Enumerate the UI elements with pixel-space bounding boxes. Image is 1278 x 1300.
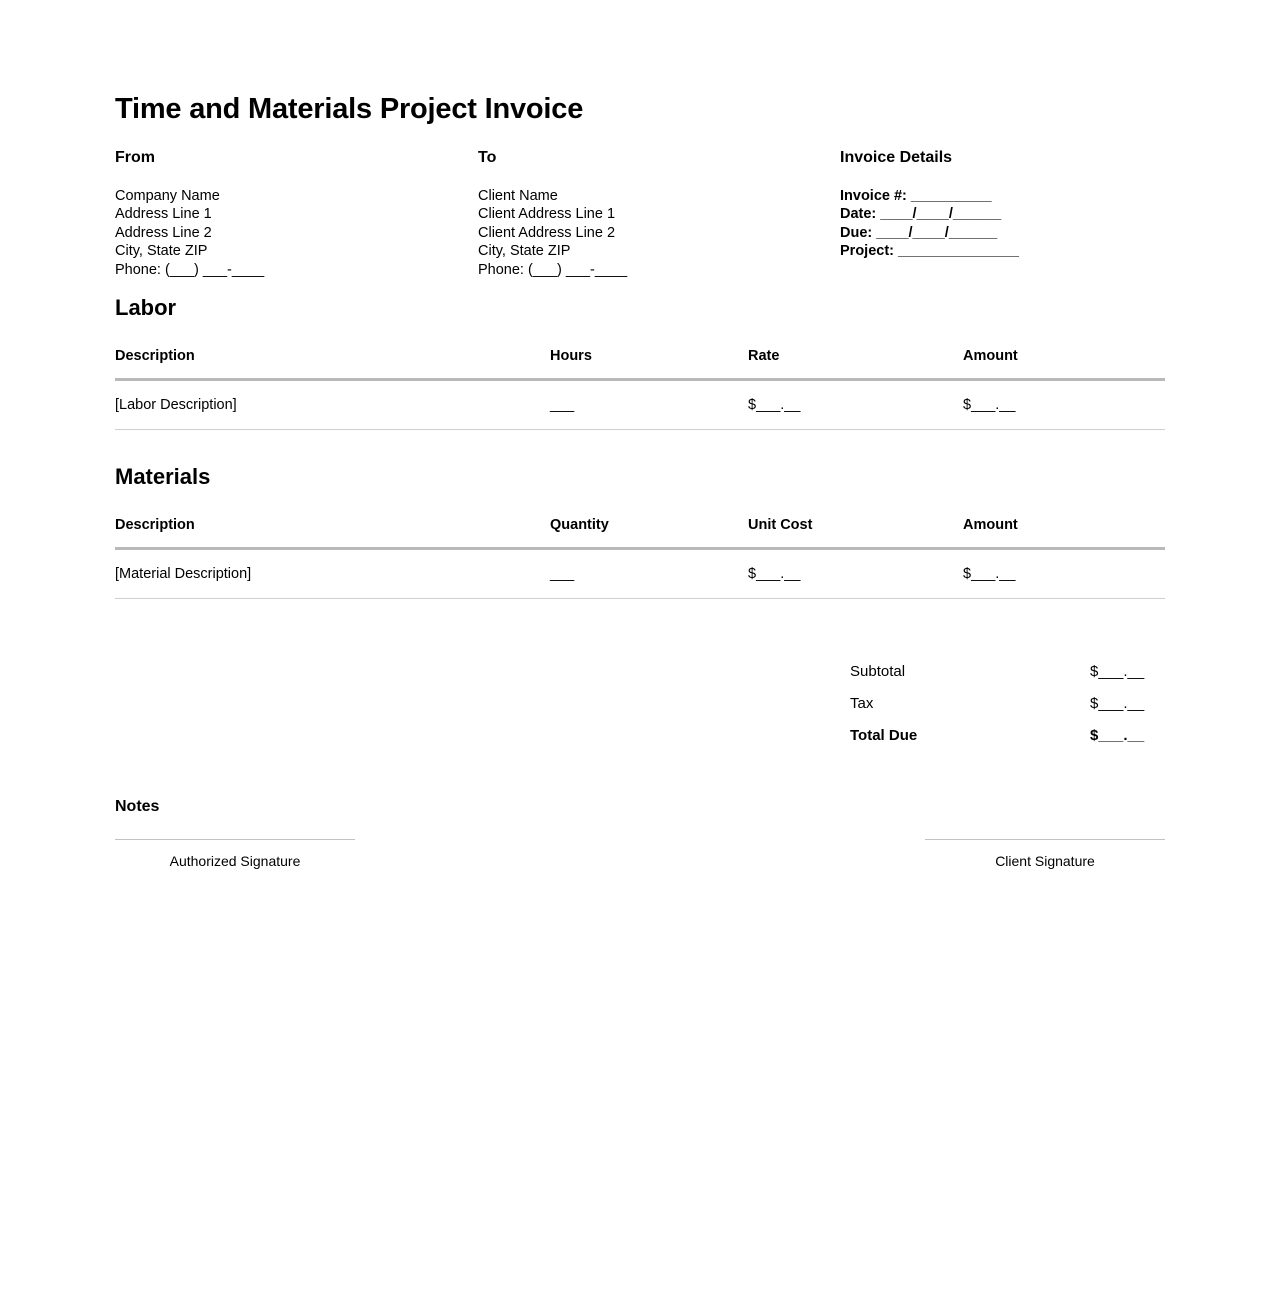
page-title: Time and Materials Project Invoice <box>115 93 584 125</box>
to-line: Client Name <box>478 188 558 204</box>
labor-row-description[interactable]: [Labor Description] <box>115 380 550 430</box>
labor-column-description: Description <box>115 347 550 380</box>
from-line: City, State ZIP <box>115 243 208 260</box>
from-line: Company Name <box>115 188 220 204</box>
client-signature-caption: Client Signature <box>995 853 1095 869</box>
authorized-signature-caption: Authorized Signature <box>169 853 301 869</box>
tax-row <box>850 688 1165 720</box>
client-signature-block <box>925 839 1165 870</box>
subtotal-label: Subtotal <box>850 663 906 680</box>
from-line: Address Line 2 <box>115 224 212 241</box>
totals-section <box>115 656 1165 752</box>
invoice-date-field[interactable]: Date: ____/____/______ <box>840 206 1002 223</box>
materials-column-description: Description <box>115 516 550 549</box>
notes-heading: Notes <box>115 798 160 815</box>
materials-row-amount[interactable]: $___.__ <box>963 549 1165 599</box>
totals-list <box>850 656 1165 752</box>
invoice-sheet <box>115 0 1165 899</box>
labor-row-rate[interactable]: $___.__ <box>748 380 963 430</box>
materials-row-description[interactable]: [Material Description] <box>115 549 550 599</box>
parties-section <box>115 148 1165 278</box>
total-due-row <box>850 720 1165 752</box>
total-due-label: Total Due <box>850 727 918 744</box>
labor-table-header-row <box>115 347 1165 380</box>
materials-row-quantity[interactable]: ___ <box>550 549 748 599</box>
total-due-value[interactable]: $___.__ <box>1090 727 1145 744</box>
from-block <box>115 148 475 279</box>
materials-table-header-row <box>115 516 1165 549</box>
subtotal-row <box>850 656 1165 688</box>
table-row <box>115 549 1165 599</box>
invoice-due-date-field[interactable]: Due: ____/____/______ <box>840 224 998 241</box>
invoice-details-block <box>840 148 1165 261</box>
table-row <box>115 380 1165 430</box>
to-phone-field[interactable]: Phone: (___) ___-____ <box>478 261 628 278</box>
materials-row-unit-cost[interactable]: $___.__ <box>748 549 963 599</box>
invoice-details-heading: Invoice Details <box>840 149 953 166</box>
authorized-signature-block <box>115 839 355 870</box>
from-line: Address Line 1 <box>115 206 212 223</box>
signatures-section <box>115 839 1165 899</box>
to-line: Client Address Line 1 <box>478 206 616 223</box>
from-heading: From <box>115 149 155 166</box>
labor-row-hours[interactable]: ___ <box>550 380 748 430</box>
labor-column-rate: Rate <box>748 347 963 380</box>
tax-value[interactable]: $___.__ <box>1090 695 1145 712</box>
materials-table <box>115 516 1165 599</box>
materials-section-heading: Materials <box>115 464 211 489</box>
invoice-project-field[interactable]: Project: _______________ <box>840 243 1019 260</box>
labor-column-amount: Amount <box>963 347 1165 380</box>
materials-column-quantity: Quantity <box>550 516 748 549</box>
to-line: Client Address Line 2 <box>478 224 616 241</box>
to-heading: To <box>478 149 497 166</box>
to-line: City, State ZIP <box>478 243 571 260</box>
from-phone-field[interactable]: Phone: (___) ___-____ <box>115 261 265 278</box>
labor-section-heading: Labor <box>115 295 177 320</box>
subtotal-value[interactable]: $___.__ <box>1090 663 1145 680</box>
labor-table <box>115 347 1165 430</box>
labor-row-amount[interactable]: $___.__ <box>963 380 1165 430</box>
materials-column-amount: Amount <box>963 516 1165 549</box>
tax-label: Tax <box>850 695 874 712</box>
invoice-number-field[interactable]: Invoice #: __________ <box>840 188 992 204</box>
labor-column-hours: Hours <box>550 347 748 380</box>
materials-column-unit-cost: Unit Cost <box>748 516 963 549</box>
to-block <box>478 148 838 279</box>
